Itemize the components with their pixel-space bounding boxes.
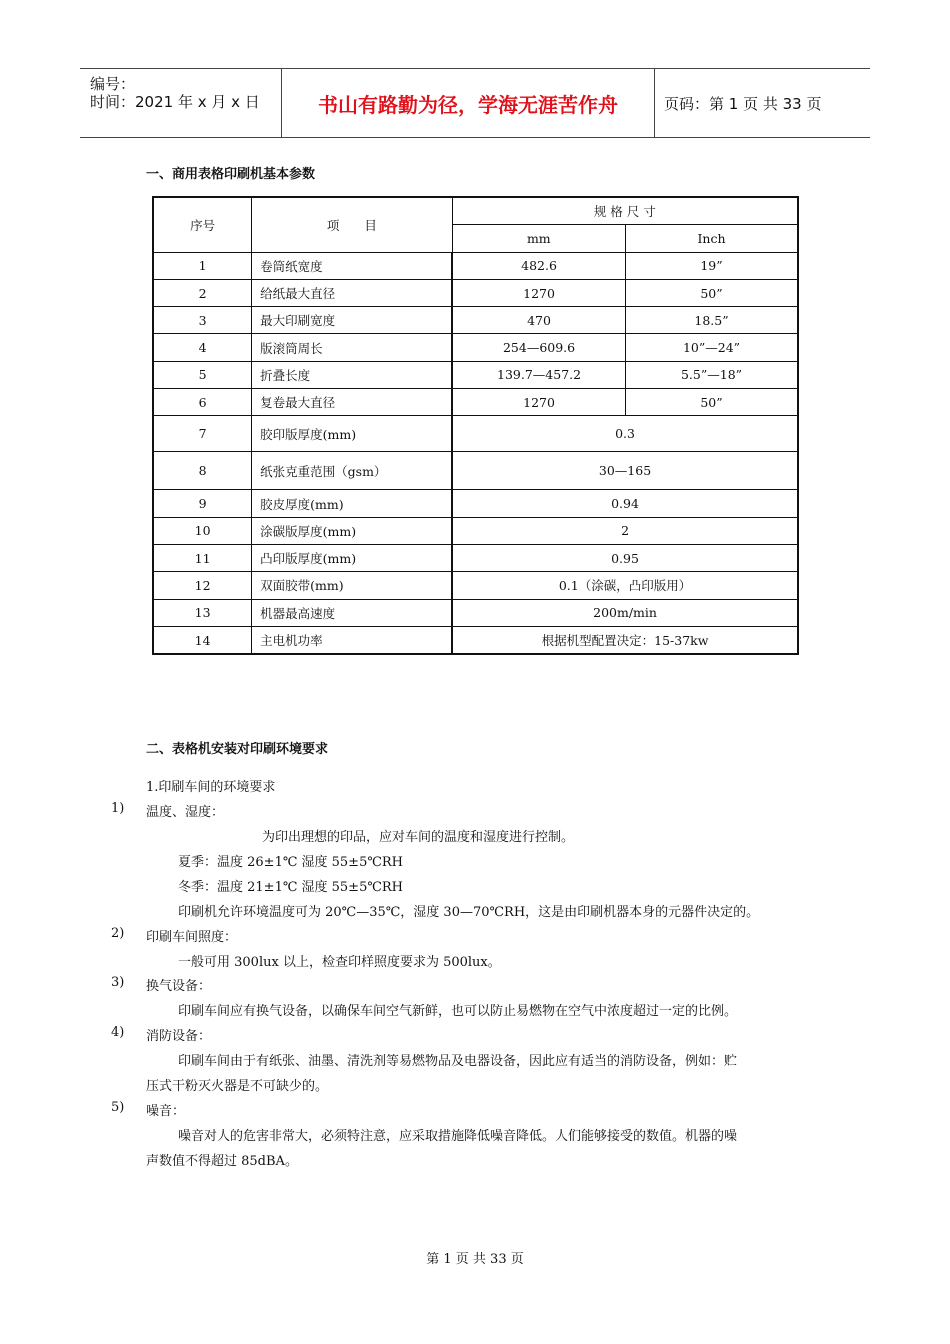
- col-seq-header: 序号: [153, 197, 252, 252]
- row-item-cell: 凸印版厚度(mm): [252, 544, 452, 571]
- row-mm-cell: 482.6: [452, 252, 625, 279]
- section2-title: 二、表格机安装对印刷环境要求: [146, 742, 329, 757]
- row-number-cell: 14: [153, 626, 252, 654]
- paragraph-line: 声数值不得超过 85dBA。: [146, 1154, 298, 1169]
- paragraph-line: 噪音对人的危害非常大，必须特注意，应采取措施降低噪音降低。人们能够接受的数值。机器的噪: [178, 1129, 738, 1144]
- paragraph-line: 压式干粉灭火器是不可缺少的。: [146, 1079, 329, 1094]
- time-label: 时间：2021 年 x 月 x 日: [90, 93, 260, 111]
- row-inch-cell: 10”—24”: [626, 334, 798, 361]
- row-inch-cell: 50”: [626, 389, 798, 416]
- row-item-cell: 主电机功率: [252, 626, 452, 654]
- item-number: 5): [111, 1100, 125, 1115]
- paragraph-line: 冬季：温度 21±1℃ 湿度 55±5℃RH: [178, 880, 404, 895]
- paragraph-line: 印刷车间由于有纸张、油墨、清洗剂等易燃物品及电器设备，因此应有适当的消防设备，例如：贮: [178, 1054, 738, 1069]
- row-item-cell: 纸张克重范围（gsm）: [252, 452, 452, 490]
- paragraph-line: 夏季：温度 26±1℃ 湿度 55±5℃RH: [178, 855, 404, 870]
- row-inch-cell: 5.5”—18”: [626, 361, 798, 388]
- row-inch-cell: 50”: [626, 279, 798, 306]
- row-item-cell: 最大印刷宽度: [252, 307, 452, 334]
- row-number-cell: 1: [153, 252, 252, 279]
- page-footer: 第 1 页 共 33 页: [426, 1252, 524, 1267]
- row-number-cell: 3: [153, 307, 252, 334]
- paragraph-line: 印刷车间应有换气设备，以确保车间空气新鲜，也可以防止易燃物在空气中浓度超过一定的比例。: [178, 1004, 738, 1019]
- row-value-cell: 0.94: [452, 490, 798, 517]
- row-number-cell: 12: [153, 572, 252, 599]
- row-mm-cell: 1270: [452, 279, 625, 306]
- item-title: 印刷车间照度：: [146, 930, 238, 945]
- row-item-cell: 卷筒纸宽度: [252, 252, 452, 279]
- row-value-cell: 0.95: [452, 544, 798, 571]
- row-number-cell: 13: [153, 599, 252, 626]
- item-title: 噪音：: [146, 1104, 186, 1119]
- row-number-cell: 7: [153, 416, 252, 452]
- section1-title: 一、商用表格印刷机基本参数: [146, 167, 316, 182]
- spec-table: [152, 196, 799, 655]
- table-row: [153, 334, 798, 361]
- row-item-cell: 涂碳版厚度(mm): [252, 517, 452, 544]
- paragraph-line: 印刷机允许环境温度可为 20℃—35℃，湿度 30—70℃RH，这是由印刷机器本身的元器件决定的。: [178, 905, 760, 920]
- row-number-cell: 9: [153, 490, 252, 517]
- row-number-cell: 6: [153, 389, 252, 416]
- item-number: 2): [111, 926, 125, 941]
- table-row: [153, 490, 798, 517]
- table-row: [153, 544, 798, 571]
- row-value-cell: 根据机型配置决定：15-37kw: [452, 626, 798, 654]
- row-number-cell: 2: [153, 279, 252, 306]
- row-value-cell: 0.1（涂碳，凸印版用）: [452, 572, 798, 599]
- spec-table-body: [153, 252, 798, 654]
- row-inch-cell: 19”: [626, 252, 798, 279]
- row-item-cell: 给纸最大直径: [252, 279, 452, 306]
- row-number-cell: 4: [153, 334, 252, 361]
- number-label: 编号：: [90, 75, 136, 93]
- row-item-cell: 折叠长度: [252, 361, 452, 388]
- table-row: [153, 626, 798, 654]
- header-page-label: 页码：第 1 页 共 33 页: [664, 94, 822, 113]
- item-number: 1): [111, 801, 125, 816]
- table-row: [153, 572, 798, 599]
- table-row: [153, 307, 798, 334]
- document-header: [80, 68, 870, 138]
- table-row: [153, 452, 798, 490]
- row-value-cell: 2: [452, 517, 798, 544]
- row-item-cell: 胶印版厚度(mm): [252, 416, 452, 452]
- row-mm-cell: 139.7—457.2: [452, 361, 625, 388]
- table-row: [153, 279, 798, 306]
- env-subtitle: 1.印刷车间的环境要求: [146, 780, 276, 795]
- row-mm-cell: 254—609.6: [452, 334, 625, 361]
- table-row: [153, 517, 798, 544]
- row-value-cell: 200m/min: [452, 599, 798, 626]
- row-value-cell: 30—165: [452, 452, 798, 490]
- table-row: [153, 416, 798, 452]
- row-number-cell: 11: [153, 544, 252, 571]
- row-item-cell: 机器最高速度: [252, 599, 452, 626]
- col-mm-header: mm: [452, 225, 625, 252]
- table-row: [153, 389, 798, 416]
- item-number: 3): [111, 975, 125, 990]
- row-value-cell: 0.3: [452, 416, 798, 452]
- row-item-cell: 双面胶带(mm): [252, 572, 452, 599]
- row-item-cell: 复卷最大直径: [252, 389, 452, 416]
- col-inch-header: Inch: [626, 225, 798, 252]
- table-row: [153, 361, 798, 388]
- item-number: 4): [111, 1025, 125, 1040]
- table-row: [153, 252, 798, 279]
- paragraph-line: 为印出理想的印品，应对车间的温度和湿度进行控制。: [262, 830, 575, 845]
- row-number-cell: 5: [153, 361, 252, 388]
- col-item-header: 项 目: [252, 197, 452, 252]
- row-item-cell: 胶皮厚度(mm): [252, 490, 452, 517]
- item-title: 消防设备：: [146, 1029, 212, 1044]
- item-title: 温度、湿度：: [146, 805, 225, 820]
- row-mm-cell: 470: [452, 307, 625, 334]
- row-number-cell: 8: [153, 452, 252, 490]
- header-motto: 书山有路勤为径，学海无涯苦作舟: [282, 69, 655, 137]
- paragraph-line: 一般可用 300lux 以上，检查印样照度要求为 500lux。: [178, 955, 501, 970]
- col-spec-header: 规 格 尺 寸: [452, 197, 798, 225]
- item-title: 换气设备：: [146, 979, 212, 994]
- row-inch-cell: 18.5”: [626, 307, 798, 334]
- header-meta-cell: [80, 69, 282, 137]
- row-item-cell: 版滚筒周长: [252, 334, 452, 361]
- row-mm-cell: 1270: [452, 389, 625, 416]
- table-row: [153, 599, 798, 626]
- row-number-cell: 10: [153, 517, 252, 544]
